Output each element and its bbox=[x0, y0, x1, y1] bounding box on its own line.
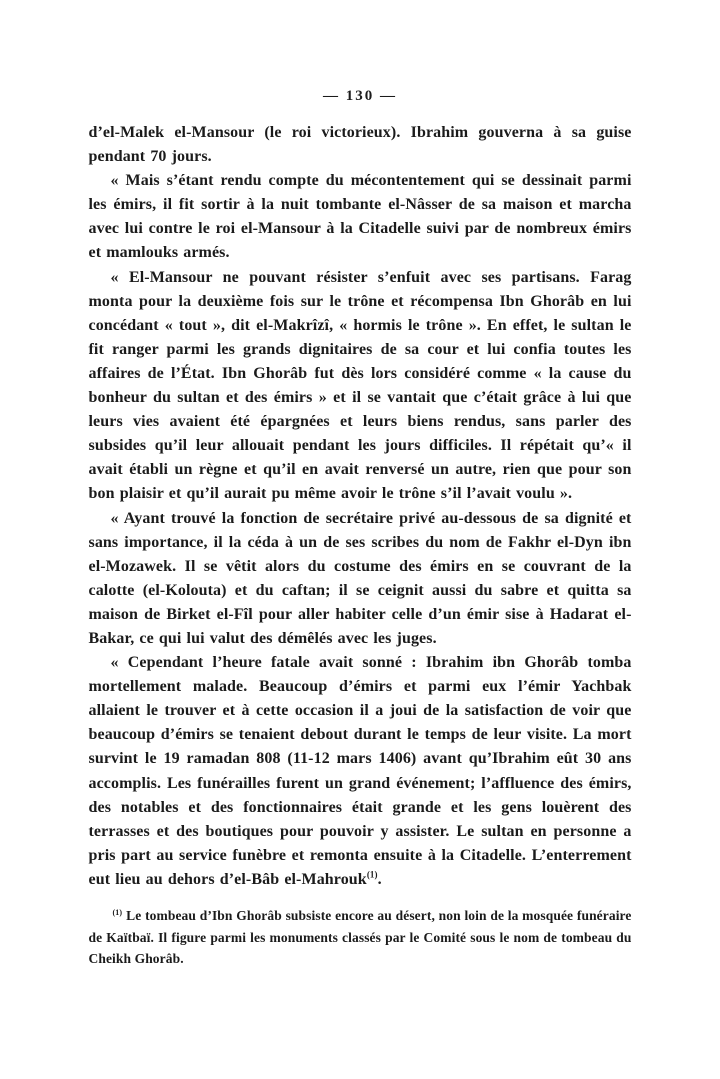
body-text bbox=[89, 121, 632, 892]
footnote bbox=[89, 905, 632, 970]
paragraph-text: d’el-Malek el-Mansour (le roi victorieux). Ibrahim gouverna à sa guise pendant 70 jours. bbox=[88, 124, 632, 166]
page-number: — 130 — bbox=[323, 88, 397, 104]
paragraph-text: « Cependant l’heure fatale avait sonné : Ibrahim ibn Ghorâb tomba mortellement malade. Beaucoup d’émirs et parmi eux l’émir Yachbak allaient le trouver et à cette occasion il a joui de la satisfaction de voir que beaucoup d’émirs se tenaient debout durant le temps de leur visite. La mort survint le 19 ramadan 808 (11-12 mars 1406) avant qu’Ibrahim eût 30 ans accomplis. Les funérailles furent un grand événement; l’affluence des émirs, des notables et des fonctionnaires était grande et les gens louèrent des terrasses et des boutiques pour pouvoir y assister. Le sultan en personne a pris part au service funèbre et remonta ensuite à la Citadelle. L’enterrement eut lieu au dehors d’el-Bâb el-Mahrouk bbox=[88, 654, 632, 888]
footnote-text: Le tombeau d’Ibn Ghorâb subsiste encore au désert, non loin de la mosquée funéraire de Kaïtbaï. Il figure parmi les monuments classés par le Comité sous le nom de tombeau du Cheikh Ghorâb. bbox=[88, 908, 632, 966]
paragraph bbox=[89, 266, 632, 507]
paragraph-text: « El-Mansour ne pouvant résister s’enfuit avec ses partisans. Farag monta pour la deuxième fois sur le trône et récompensa Ibn Ghorâb en lui concédant « tout », dit el-Makrîzî, « hormis le trône ». En effet, le sultan le fit ranger parmi les grands dignitaires de sa cour et lui confia toutes les affaires de l’État. Ibn Ghorâb fut dès lors considéré comme « la cause du bonheur du sultan et des émirs » et il se vantait que c’était grâce à lui que leurs vies avaient été épargnées et leurs biens rendus, sans parler des subsides qu’il leur allouait pendant les jours difficiles. Il répétait qu’« il avait établi un règne et qu’il en avait renversé un autre, rien que pour son bon plaisir et qu’il aurait pu même avoir le trône s’il l’avait voulu ». bbox=[88, 268, 632, 503]
paragraph-text: « Mais s’étant rendu compte du mécontentement qui se dessinait parmi les émirs, il fit sortir à la nuit tombante el-Nâsser de sa maison et marcha avec lui contre le roi el-Mansour à la Citadelle suivi par de nombreux émirs et mamlouks armés. bbox=[88, 172, 632, 262]
paragraph-text: « Ayant trouvé la fonction de secrétaire privé au-dessous de sa dignité et sans importance, il la céda à un de ses scribes du nom de Fakhr el-Dyn ibn el-Mozawek. Il se vêtit alors du costume des émirs en se couvrant de la calotte (el-Kolouta) et du caftan; il se ceignit aussi du sabre et quitta sa maison de Birket el-Fîl pour aller habiter celle d’un émir sise à Hadarat el-Bakar, ce qui lui valut des démêlés avec les juges. bbox=[88, 509, 632, 647]
footnote-reference-marker: (1) bbox=[366, 869, 378, 880]
paragraph bbox=[89, 169, 632, 265]
footnote-marker: (1) bbox=[112, 907, 123, 917]
paragraph bbox=[89, 507, 632, 652]
paragraph-continuation bbox=[89, 121, 632, 169]
footnote-paragraph bbox=[89, 905, 632, 970]
paragraph bbox=[89, 651, 632, 892]
paragraph-text-after-note: . bbox=[377, 870, 382, 888]
